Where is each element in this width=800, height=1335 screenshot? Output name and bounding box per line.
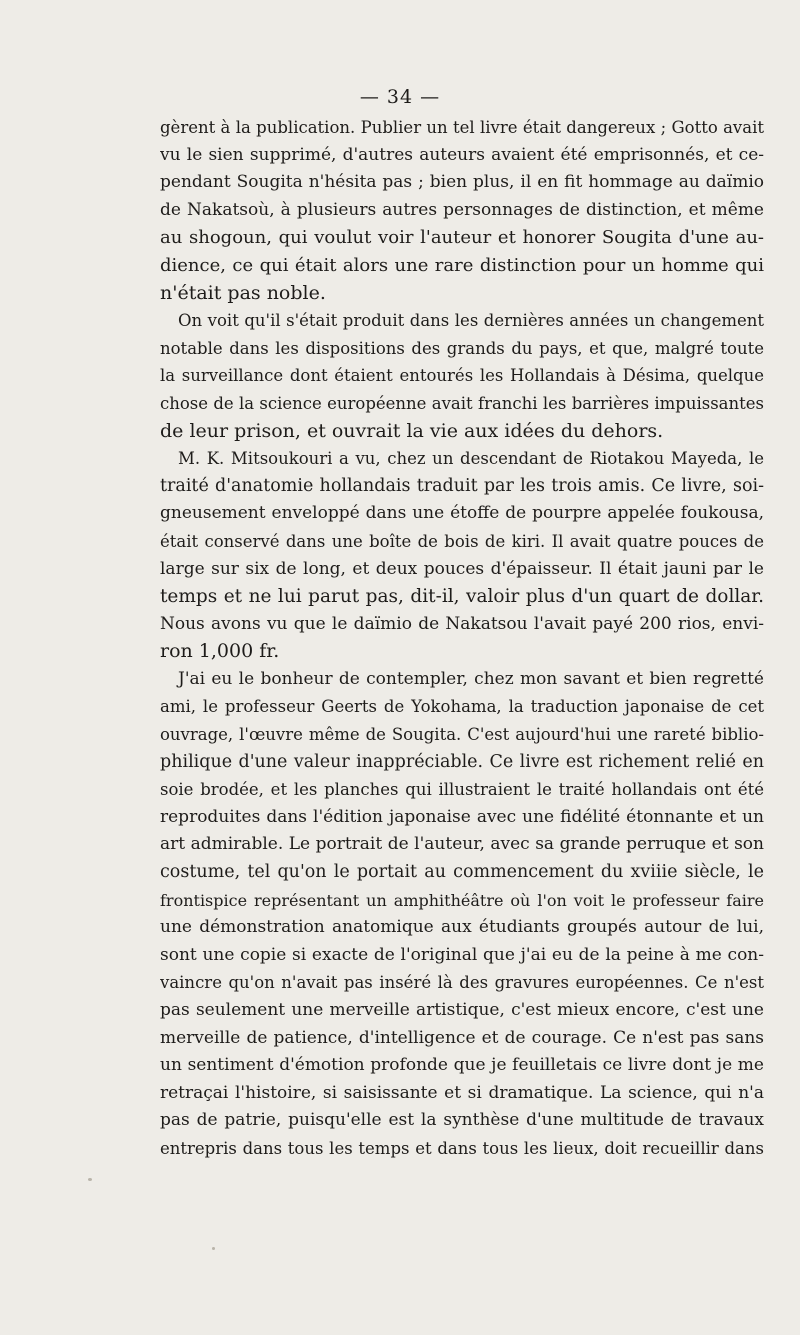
text-line: ron 1,000 fr.: [160, 640, 280, 663]
text-line: ouvrage, l'œuvre même de Sougita. C'est aujourd'hui une rareté biblio-: [160, 725, 764, 745]
text-line: frontispice représentant un amphithéâtre où l'on voit le professeur faire: [160, 890, 764, 910]
text-line: art admirable. Le portrait de l'auteur, avec sa grande perruque et son: [160, 834, 764, 855]
text-line: pas de patrie, puisqu'elle est la synthèse d'une multitude de travaux: [160, 1110, 764, 1131]
text-line: au shogoun, qui voulut voir l'auteur et honorer Sougita d'une au-: [160, 227, 764, 249]
text-line: ami, le professeur Geerts de Yokohama, la traduction japonaise de cet: [160, 697, 764, 717]
text-line: pendant Sougita n'hésita pas ; bien plus, il en fit hommage au daïmio: [160, 172, 764, 193]
text-line: pas seulement une merveille artistique, c'est mieux encore, c'est une: [160, 1000, 764, 1020]
text-line: retraçai l'histoire, si saisissante et si dramatique. La science, qui n'a: [160, 1082, 764, 1103]
text-line: dience, ce qui était alors une rare distinction pour un homme qui: [160, 254, 764, 276]
text-line: de Nakatsoù, à plusieurs autres personnages de distinction, et même: [160, 199, 764, 220]
text-line: On voit qu'il s'était produit dans les dernières années un changement: [178, 311, 764, 331]
text-line: J'ai eu le bonheur de contempler, chez mon savant et bien regretté: [178, 668, 764, 689]
text-line: philique d'une valeur inappréciable. Ce livre est richement relié en: [160, 751, 764, 772]
paper-speck: [212, 1247, 215, 1250]
text-line: large sur six de long, et deux pouces d'épaisseur. Il était jauni par le: [160, 558, 764, 579]
text-line: n'était pas noble.: [160, 281, 326, 304]
text-line: temps et ne lui parut pas, dit-il, valoir plus d'un quart de dollar.: [160, 586, 764, 608]
text-line: Nous avons vu que le daïmio de Nakatsou l'avait payé 200 rios, envi-: [160, 613, 764, 634]
text-line: chose de la science européenne avait franchi les barrières impuissantes: [160, 393, 764, 413]
text-line: notable dans les dispositions des grands du pays, et que, malgré toute: [160, 338, 764, 358]
text-line: gneusement enveloppé dans une étoffe de pourpre appelée foukousa,: [160, 503, 764, 524]
paper-speck: [88, 1178, 92, 1181]
text-line: la surveillance dont étaient entourés les Hollandais à Désima, quelque: [160, 366, 764, 386]
text-line: une démonstration anatomique aux étudiants groupés autour de lui,: [160, 917, 764, 938]
text-line: traité d'anatomie hollandais traduit par les trois amis. Ce livre, soi-: [160, 475, 764, 496]
page-number: — 34 —: [359, 86, 441, 108]
text-line: vaincre qu'on n'avait pas inséré là des gravures européennes. Ce n'est: [160, 973, 764, 993]
text-line: un sentiment d'émotion profonde que je feuilletais ce livre dont je me: [160, 1055, 764, 1076]
text-line: costume, tel qu'on le portait au commencement du xviiie siècle, le: [160, 862, 764, 883]
text-line: soie brodée, et les planches qui illustraient le traité hollandais ont été: [160, 780, 764, 800]
text-line: reproduites dans l'édition japonaise avec une fidélité étonnante et un: [160, 806, 764, 827]
text-line: sont une copie si exacte de l'original que j'ai eu de la peine à me con-: [160, 944, 764, 965]
text-line: de leur prison, et ouvrait la vie aux idées du dehors.: [160, 419, 664, 442]
text-line: merveille de patience, d'intelligence et de courage. Ce n'est pas sans: [160, 1027, 764, 1048]
text-line: entrepris dans tous les temps et dans tous les lieux, doit recueillir dans: [160, 1138, 764, 1158]
body-text: [160, 114, 764, 1163]
text-line: était conservé dans une boîte de bois de kiri. Il avait quatre pouces de: [160, 531, 764, 551]
text-line: gèrent à la publication. Publier un tel livre était dangereux ; Gotto avait: [160, 118, 764, 137]
text-line: M. K. Mitsoukouri a vu, chez un descendant de Riotakou Mayeda, le: [178, 449, 764, 469]
text-line: vu le sien supprimé, d'autres auteurs avaient été emprisonnés, et ce-: [160, 144, 764, 165]
